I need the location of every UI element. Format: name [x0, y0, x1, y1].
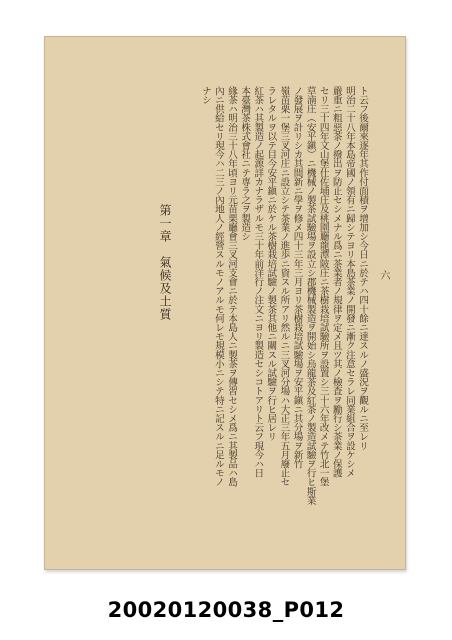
text-line: ナシ — [199, 86, 211, 105]
body-text — [135, 86, 369, 586]
text-line: 嶺苗栗一堡三叉河庄ニ設立シテ茶業ノ進歩ニ資スル所アリ然ルニ三叉河分場ハ大正三年五月廢止セ — [278, 86, 290, 487]
document-id-caption: 20020120038_P012 — [107, 598, 345, 622]
text-line: 內ニ供給セリ現今ハ二三ノ內地人ノ經營スルモノアルモ何レモ規模小ニシテ特ニ記スルニ足ルモノ — [212, 86, 224, 487]
page-number: 六 — [378, 270, 389, 280]
text-line: 緣茶ハ明治三十八年頃ヨリ元苗栗廳會三叉河支會ニ於テ本島人ニ製茶ヲ傳習セシメ爲ニ其製品ハ島 — [226, 86, 238, 487]
document-page — [44, 36, 406, 570]
text-line: 明治二十八年本島帝國ノ領有ニ歸シテヨリ本島茶業ノ開發ニ漸ク注意セラレ同業組合ヲ設ケシメ — [343, 86, 355, 478]
text-line: ノ發展ヲ計リシカ其間新ニ學ヲ修メ四十三年三月ヨリ茶樹栽培試驗場ヲ安平鎭ニ其分場ヲ新竹 — [291, 86, 303, 469]
text-line: 草湳庄（安平鎭）ニ機械ノ製茶試驗場ヲ設立シ郡機械製造ヲ開始シ烏龍茶及紅茶ノ製造試驗ヲ行ヒ斯業 — [304, 86, 316, 505]
chapter-title: 第一章 氣候及土質 — [158, 204, 172, 321]
text-line: 本臺灣茶株式會社ニテ専ラ之ヲ製造シ — [239, 86, 251, 241]
text-line: ト云フ後爾來逐年其作付面積ヲ增加シ今日ニ於テハ四十餘ニ達スルノ盛況ヲ觀ルニ至レリ — [357, 86, 368, 450]
text-line: ラレタルヲ以テ目今安平鎭ニ於ケル茶樹栽培試驗ノ製茶其他ニ關スル試驗ヲ行ヒ居レリ — [265, 86, 277, 441]
text-line: 嚴重ニ粗惡茶ノ撥出ヲ防止セシメナル爲ニ茶業者ノ規律ヲ定メ且ツ其ノ檢査ヲ勵行シ茶業ノ保護 — [330, 86, 342, 478]
text-line: 紅茶ハ其製造ノ起源詳カナラザルモ三十年前洋行ノ注文ニヨリ製造セシコトアリト云フ現今ハ日 — [252, 86, 264, 478]
text-line: セリ三十四年文山堡仕佐埔庄及桃園廳龍潭陂庄ニ茶樹栽培試驗所ヲ設置シ三十六年改メテ竹北一堡 — [317, 86, 329, 487]
